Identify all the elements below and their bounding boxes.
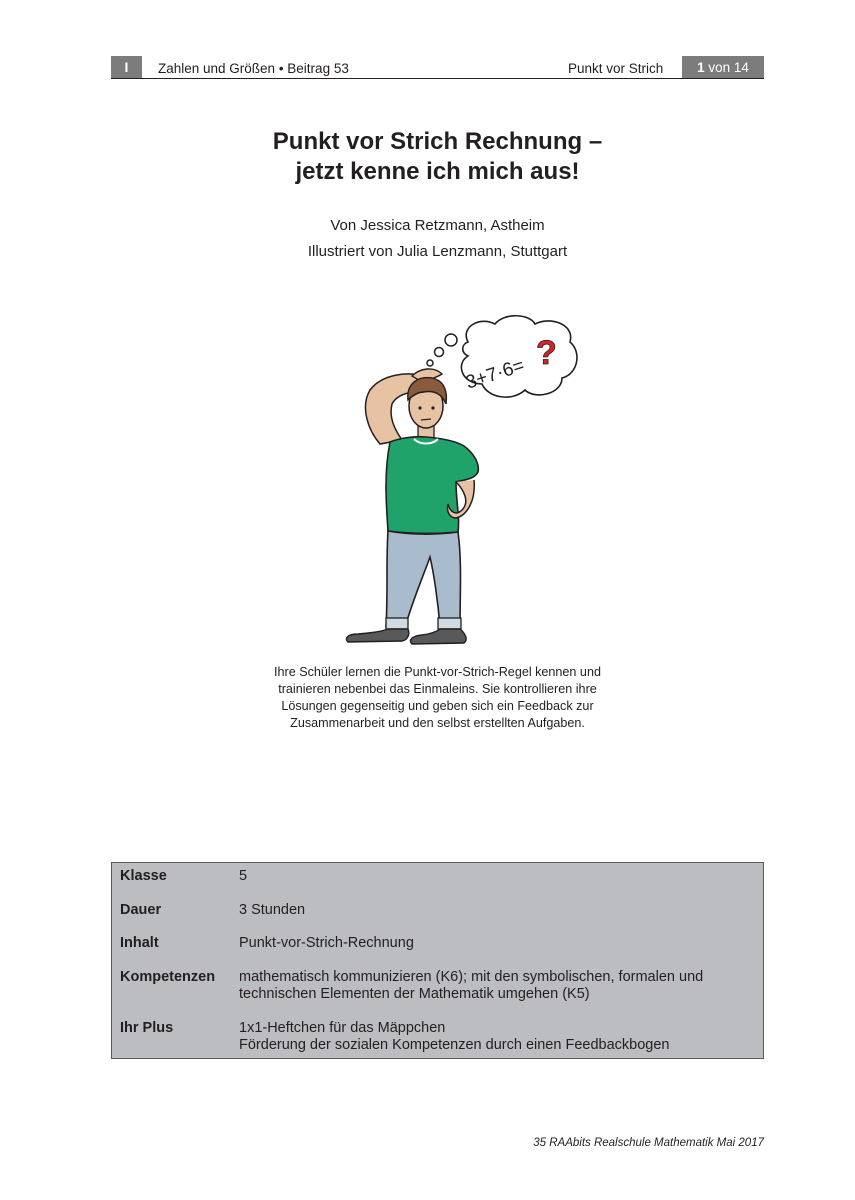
info-value-line: 3 Stunden bbox=[239, 902, 306, 918]
info-value-line: Förderung der sozialen Kompetenzen durch einen Feedbackbogen bbox=[239, 1037, 670, 1053]
left-cuff bbox=[386, 618, 408, 629]
page-title bbox=[150, 127, 725, 187]
description bbox=[245, 664, 630, 732]
author-line: Von Jessica Retzmann, Astheim bbox=[330, 217, 545, 234]
info-value bbox=[239, 935, 759, 952]
info-value bbox=[239, 868, 759, 885]
header-topic: Punkt vor Strich bbox=[568, 61, 664, 76]
info-label: Dauer bbox=[120, 902, 162, 918]
series-info: Zahlen und Größen • Beitrag 53 bbox=[158, 61, 349, 76]
thought-dot-large bbox=[445, 334, 457, 346]
title-line-1: Punkt vor Strich Rechnung – bbox=[272, 128, 603, 155]
page-indicator bbox=[682, 56, 764, 79]
illustrator-line: Illustriert von Julia Lenzmann, Stuttgart bbox=[307, 243, 568, 260]
description-line: Ihre Schüler lernen die Punkt-vor-Strich-Regel kennen und bbox=[274, 665, 601, 679]
title-line-2: jetzt kenne ich mich aus! bbox=[295, 158, 580, 185]
info-label: Ihr Plus bbox=[120, 1020, 174, 1036]
footer-citation: 35 RAAbits Realschule Mathematik Mai 2017 bbox=[533, 1137, 764, 1149]
info-value bbox=[239, 902, 759, 919]
pants bbox=[386, 531, 461, 627]
section-marker: I bbox=[111, 56, 142, 79]
info-value-line: technischen Elementen der Mathematik umgehen (K5) bbox=[239, 986, 590, 1002]
left-shoe bbox=[346, 629, 408, 642]
info-value-line: 1x1-Heftchen für das Mäppchen bbox=[239, 1020, 446, 1036]
info-label: Inhalt bbox=[120, 935, 159, 951]
info-value bbox=[239, 969, 759, 1003]
description-line: Zusammenarbeit und den selbst erstellten Aufgaben. bbox=[290, 716, 585, 730]
info-box bbox=[111, 862, 764, 1059]
student-illustration bbox=[330, 312, 590, 657]
info-value bbox=[239, 1020, 759, 1054]
header-rule bbox=[111, 78, 764, 79]
info-label: Klasse bbox=[120, 868, 167, 884]
right-cuff bbox=[438, 618, 461, 629]
page-current: 1 bbox=[697, 60, 705, 75]
description-line: Lösungen gegenseitig und geben sich ein Feedback zur bbox=[281, 699, 594, 713]
thought-equation: 3+7·6= bbox=[463, 355, 528, 394]
thought-dot-medium bbox=[435, 348, 444, 357]
right-shoe bbox=[410, 629, 466, 644]
description-line: trainieren nebenbei das Einmaleins. Sie kontrollieren ihre bbox=[278, 682, 597, 696]
info-value-line: mathematisch kommunizieren (K6); mit den symbolischen, formalen und bbox=[239, 969, 704, 985]
info-value-line: 5 bbox=[239, 868, 248, 884]
info-value-line: Punkt-vor-Strich-Rechnung bbox=[239, 935, 414, 951]
info-label: Kompetenzen bbox=[120, 969, 216, 985]
right-eye bbox=[431, 406, 434, 409]
question-mark-icon: ? bbox=[536, 334, 557, 372]
page-total: von 14 bbox=[704, 60, 749, 75]
left-eye bbox=[418, 406, 421, 409]
thought-dot-small bbox=[427, 360, 433, 366]
